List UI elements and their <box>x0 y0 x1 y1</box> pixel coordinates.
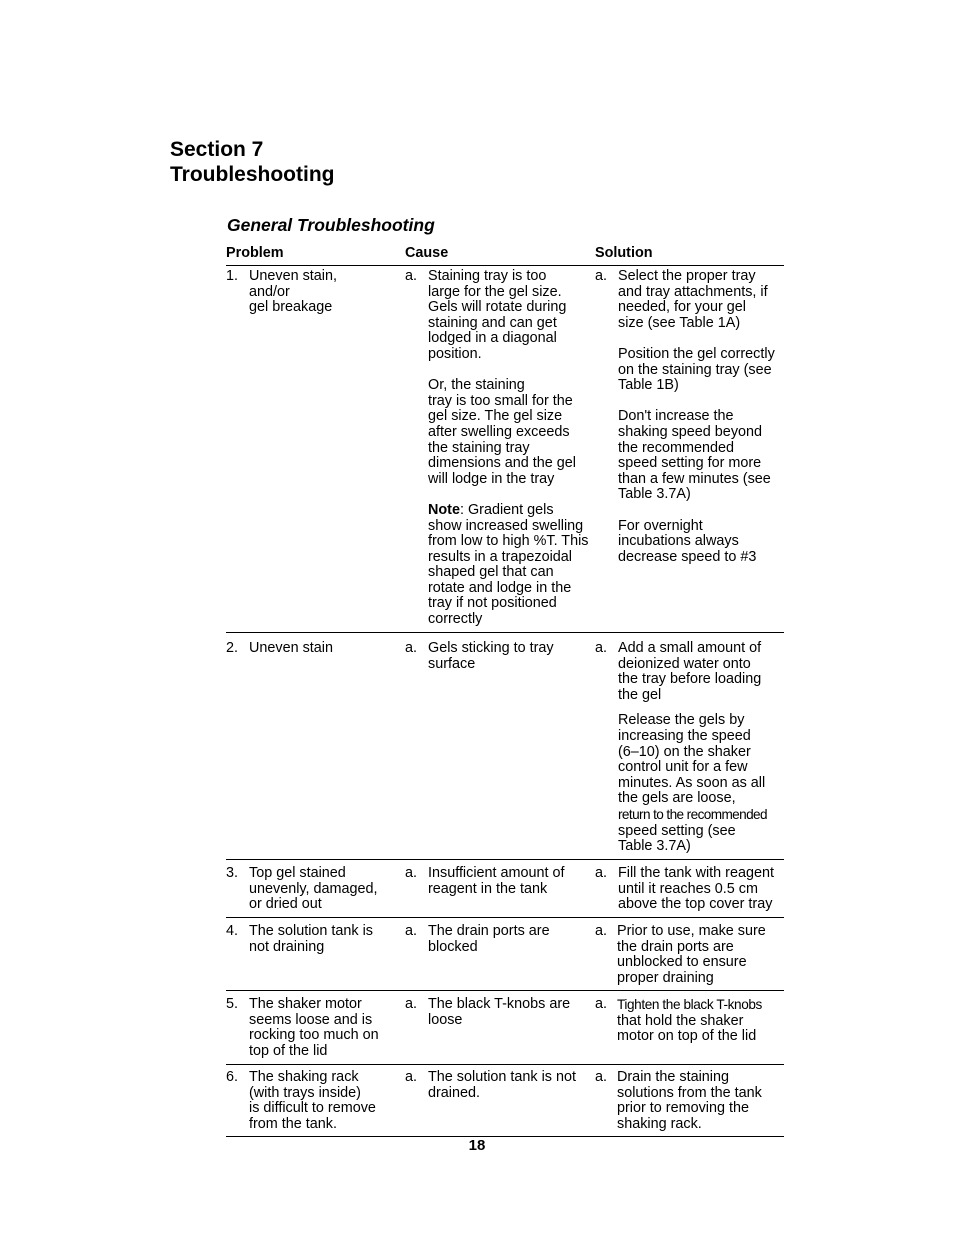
text-line: Prior to use, make sure <box>617 923 766 939</box>
text-line: after swelling exceeds <box>428 423 570 440</box>
solution-cell <box>595 997 785 1045</box>
solution-text <box>617 924 785 986</box>
text-line: Don't increase the <box>618 408 734 425</box>
cause-cell <box>405 641 595 672</box>
text-line: control unit for a few <box>618 759 748 776</box>
solution-marker: a. <box>595 640 608 656</box>
text-line: lodged in a diagonal <box>428 330 557 347</box>
solution-cell <box>595 641 785 855</box>
problem-cell <box>226 924 396 955</box>
text-line: unevenly, damaged, <box>249 880 378 897</box>
row-number: 5. <box>226 996 239 1012</box>
text-line: correctly <box>428 611 483 628</box>
text-line: dimensions and the gel <box>428 455 577 472</box>
text-line: deionized water onto <box>618 655 751 672</box>
cause-text <box>428 997 595 1028</box>
problem-cell <box>226 997 396 1059</box>
text-line: Position the gel correctly <box>618 345 775 362</box>
cause-cell <box>405 866 595 897</box>
row-number: 3. <box>226 865 239 881</box>
text-line: Gels will rotate during <box>428 299 567 316</box>
text-line: (6–10) on the shaker <box>618 743 751 760</box>
cause-text <box>428 269 595 628</box>
text-line: proper draining <box>617 969 714 986</box>
cause-marker: a. <box>405 865 418 881</box>
text-line: the recommended <box>618 439 734 456</box>
solution-text <box>617 997 785 1045</box>
row-number: 2. <box>226 640 239 656</box>
text-line: top of the lid <box>249 1042 328 1059</box>
text-line: Release the gels by <box>618 712 745 729</box>
text-line: incubations always <box>618 533 739 550</box>
text-line: position. <box>428 345 482 362</box>
text-line: size (see Table 1A) <box>618 314 741 331</box>
text-line: Table 1B) <box>618 377 679 394</box>
row-number: 1. <box>226 268 239 284</box>
cause-marker: a. <box>405 923 418 939</box>
text-line: Top gel stained <box>249 865 346 881</box>
text-line: solutions from the tank <box>617 1084 762 1101</box>
problem-text <box>249 1070 396 1132</box>
text-line: shaking rack. <box>617 1115 702 1132</box>
text-line: Drain the staining <box>617 1069 729 1085</box>
cause-cell <box>405 997 595 1028</box>
text-line: from low to high %T. This <box>428 533 589 550</box>
text-line: than a few minutes (see <box>618 470 771 487</box>
problem-text <box>249 269 396 316</box>
text-line: show increased swelling <box>428 517 584 534</box>
problem-text <box>249 997 396 1059</box>
text-line: or dried out <box>249 896 322 913</box>
text-line: Tighten the black T-knobs <box>617 997 762 1012</box>
text-line: speed setting (see <box>618 822 736 839</box>
problem-text <box>249 924 396 955</box>
text-line: motor on top of the lid <box>617 1028 757 1045</box>
section-heading <box>170 137 334 187</box>
solution-marker: a. <box>595 923 608 939</box>
solution-cell <box>595 269 785 565</box>
cause-text <box>428 1070 595 1101</box>
text-line: will lodge in the tray <box>428 470 555 487</box>
solution-cell <box>595 866 785 913</box>
text-line: decrease speed to #3 <box>618 548 757 565</box>
text-line: until it reaches 0.5 cm <box>618 880 758 897</box>
header-solution: Solution <box>595 245 653 261</box>
text-line: Table 3.7A) <box>618 486 691 503</box>
text-line: Select the proper tray <box>618 268 756 284</box>
text-line: Staining tray is too <box>428 268 547 284</box>
text-line: tray is too small for the <box>428 392 573 409</box>
solution-text <box>618 866 785 913</box>
text-line: Add a small amount of <box>618 640 762 656</box>
row-number: 6. <box>226 1069 239 1085</box>
text-line: Table 3.7A) <box>618 838 691 855</box>
problem-cell <box>226 866 396 913</box>
solution-marker: a. <box>595 268 608 284</box>
section-title: Troubleshooting <box>170 163 335 186</box>
text-line: minutes. As soon as all <box>618 774 766 791</box>
text-line: is difficult to remove <box>249 1100 376 1117</box>
text-line: staining and can get <box>428 314 557 331</box>
text-line: above the top cover tray <box>618 896 773 913</box>
text-line: the tray before loading <box>618 671 762 688</box>
text-line: the staining tray <box>428 439 530 456</box>
text-line: shaped gel that can <box>428 564 554 581</box>
text-line: rotate and lodge in the <box>428 579 572 596</box>
text-line: Uneven stain, <box>249 268 337 284</box>
table-row <box>226 860 784 918</box>
subsection-title: General Troubleshooting <box>227 215 435 235</box>
solution-marker: a. <box>595 1069 608 1085</box>
text-line: the gels are loose, <box>618 790 736 807</box>
cause-text <box>428 924 595 955</box>
table-row <box>226 1065 784 1137</box>
text-line: : Gradient gels <box>459 501 554 518</box>
table-row <box>226 633 784 860</box>
cause-marker: a. <box>405 996 418 1012</box>
text-line: prior to removing the <box>617 1100 749 1117</box>
row-number: 4. <box>226 923 239 939</box>
cause-marker: a. <box>405 268 418 284</box>
text-line: Gels sticking to tray <box>428 640 554 656</box>
text-line: needed, for your gel <box>618 299 747 316</box>
solution-marker: a. <box>595 865 608 881</box>
text-line: return to the recommended <box>618 806 767 822</box>
problem-cell <box>226 1070 396 1132</box>
cause-cell <box>405 924 595 955</box>
text-line: the gel <box>618 686 662 703</box>
header-cause: Cause <box>405 245 449 261</box>
solution-text <box>618 269 785 565</box>
text-line: Fill the tank with reagent <box>618 865 774 881</box>
text-line: The solution tank is not <box>428 1069 576 1085</box>
text-line: increasing the speed <box>618 727 751 744</box>
solution-text <box>617 1070 785 1132</box>
text-line: The shaker motor <box>249 996 362 1012</box>
table-row <box>226 266 784 633</box>
problem-text <box>249 641 396 657</box>
text-line: that hold the shaker <box>617 1012 744 1029</box>
text-line: gel breakage <box>249 299 333 316</box>
text-line: rocking too much on <box>249 1027 379 1044</box>
text-line: tray if not positioned <box>428 595 557 612</box>
text-line: seems loose and is <box>249 1011 373 1028</box>
text-line: surface <box>428 655 476 672</box>
text-line: and tray attachments, if <box>618 283 768 300</box>
text-line: from the tank. <box>249 1115 337 1132</box>
solution-cell <box>595 1070 785 1132</box>
problem-cell <box>226 641 396 657</box>
text-line: The drain ports are <box>428 923 550 939</box>
text-line: The solution tank is <box>249 923 373 939</box>
text-line: blocked <box>428 938 478 955</box>
cause-marker: a. <box>405 1069 418 1085</box>
solution-text <box>618 641 785 855</box>
text-line: the drain ports are <box>617 938 734 955</box>
text-line: Uneven stain <box>249 640 333 656</box>
page-number: 18 <box>468 1137 486 1154</box>
text-line: drained. <box>428 1084 481 1101</box>
note-label: Note <box>428 501 460 518</box>
text-line: speed setting for more <box>618 455 762 472</box>
text-line: Or, the staining <box>428 377 525 394</box>
cause-text <box>428 866 595 897</box>
solution-marker: a. <box>595 996 608 1012</box>
cause-marker: a. <box>405 640 418 656</box>
text-line: results in a trapezoidal <box>428 548 572 565</box>
cause-text <box>428 641 595 672</box>
table-header <box>226 245 784 266</box>
text-line: on the staining tray (see <box>618 361 772 378</box>
text-line: reagent in the tank <box>428 880 548 897</box>
text-line: (with trays inside) <box>249 1084 361 1101</box>
cause-cell <box>405 1070 595 1101</box>
text-line: not draining <box>249 938 325 955</box>
text-line: Insufficient amount of <box>428 865 565 881</box>
section-number: Section 7 <box>170 138 264 161</box>
header-problem: Problem <box>226 245 284 261</box>
text-line: large for the gel size. <box>428 283 562 300</box>
table-row <box>226 918 784 991</box>
table-row <box>226 991 784 1065</box>
text-line: gel size. The gel size <box>428 408 563 425</box>
text-line: shaking speed beyond <box>618 423 763 440</box>
text-line: The black T-knobs are <box>428 996 571 1012</box>
text-line: unblocked to ensure <box>617 954 747 971</box>
solution-cell <box>595 924 785 986</box>
text-line: and/or <box>249 283 290 300</box>
text-line: For overnight <box>618 517 703 534</box>
text-line: loose <box>428 1011 463 1028</box>
troubleshooting-table <box>226 245 784 1137</box>
cause-cell <box>405 269 595 628</box>
problem-text <box>249 866 396 913</box>
text-line: The shaking rack <box>249 1069 359 1085</box>
problem-cell <box>226 269 396 316</box>
